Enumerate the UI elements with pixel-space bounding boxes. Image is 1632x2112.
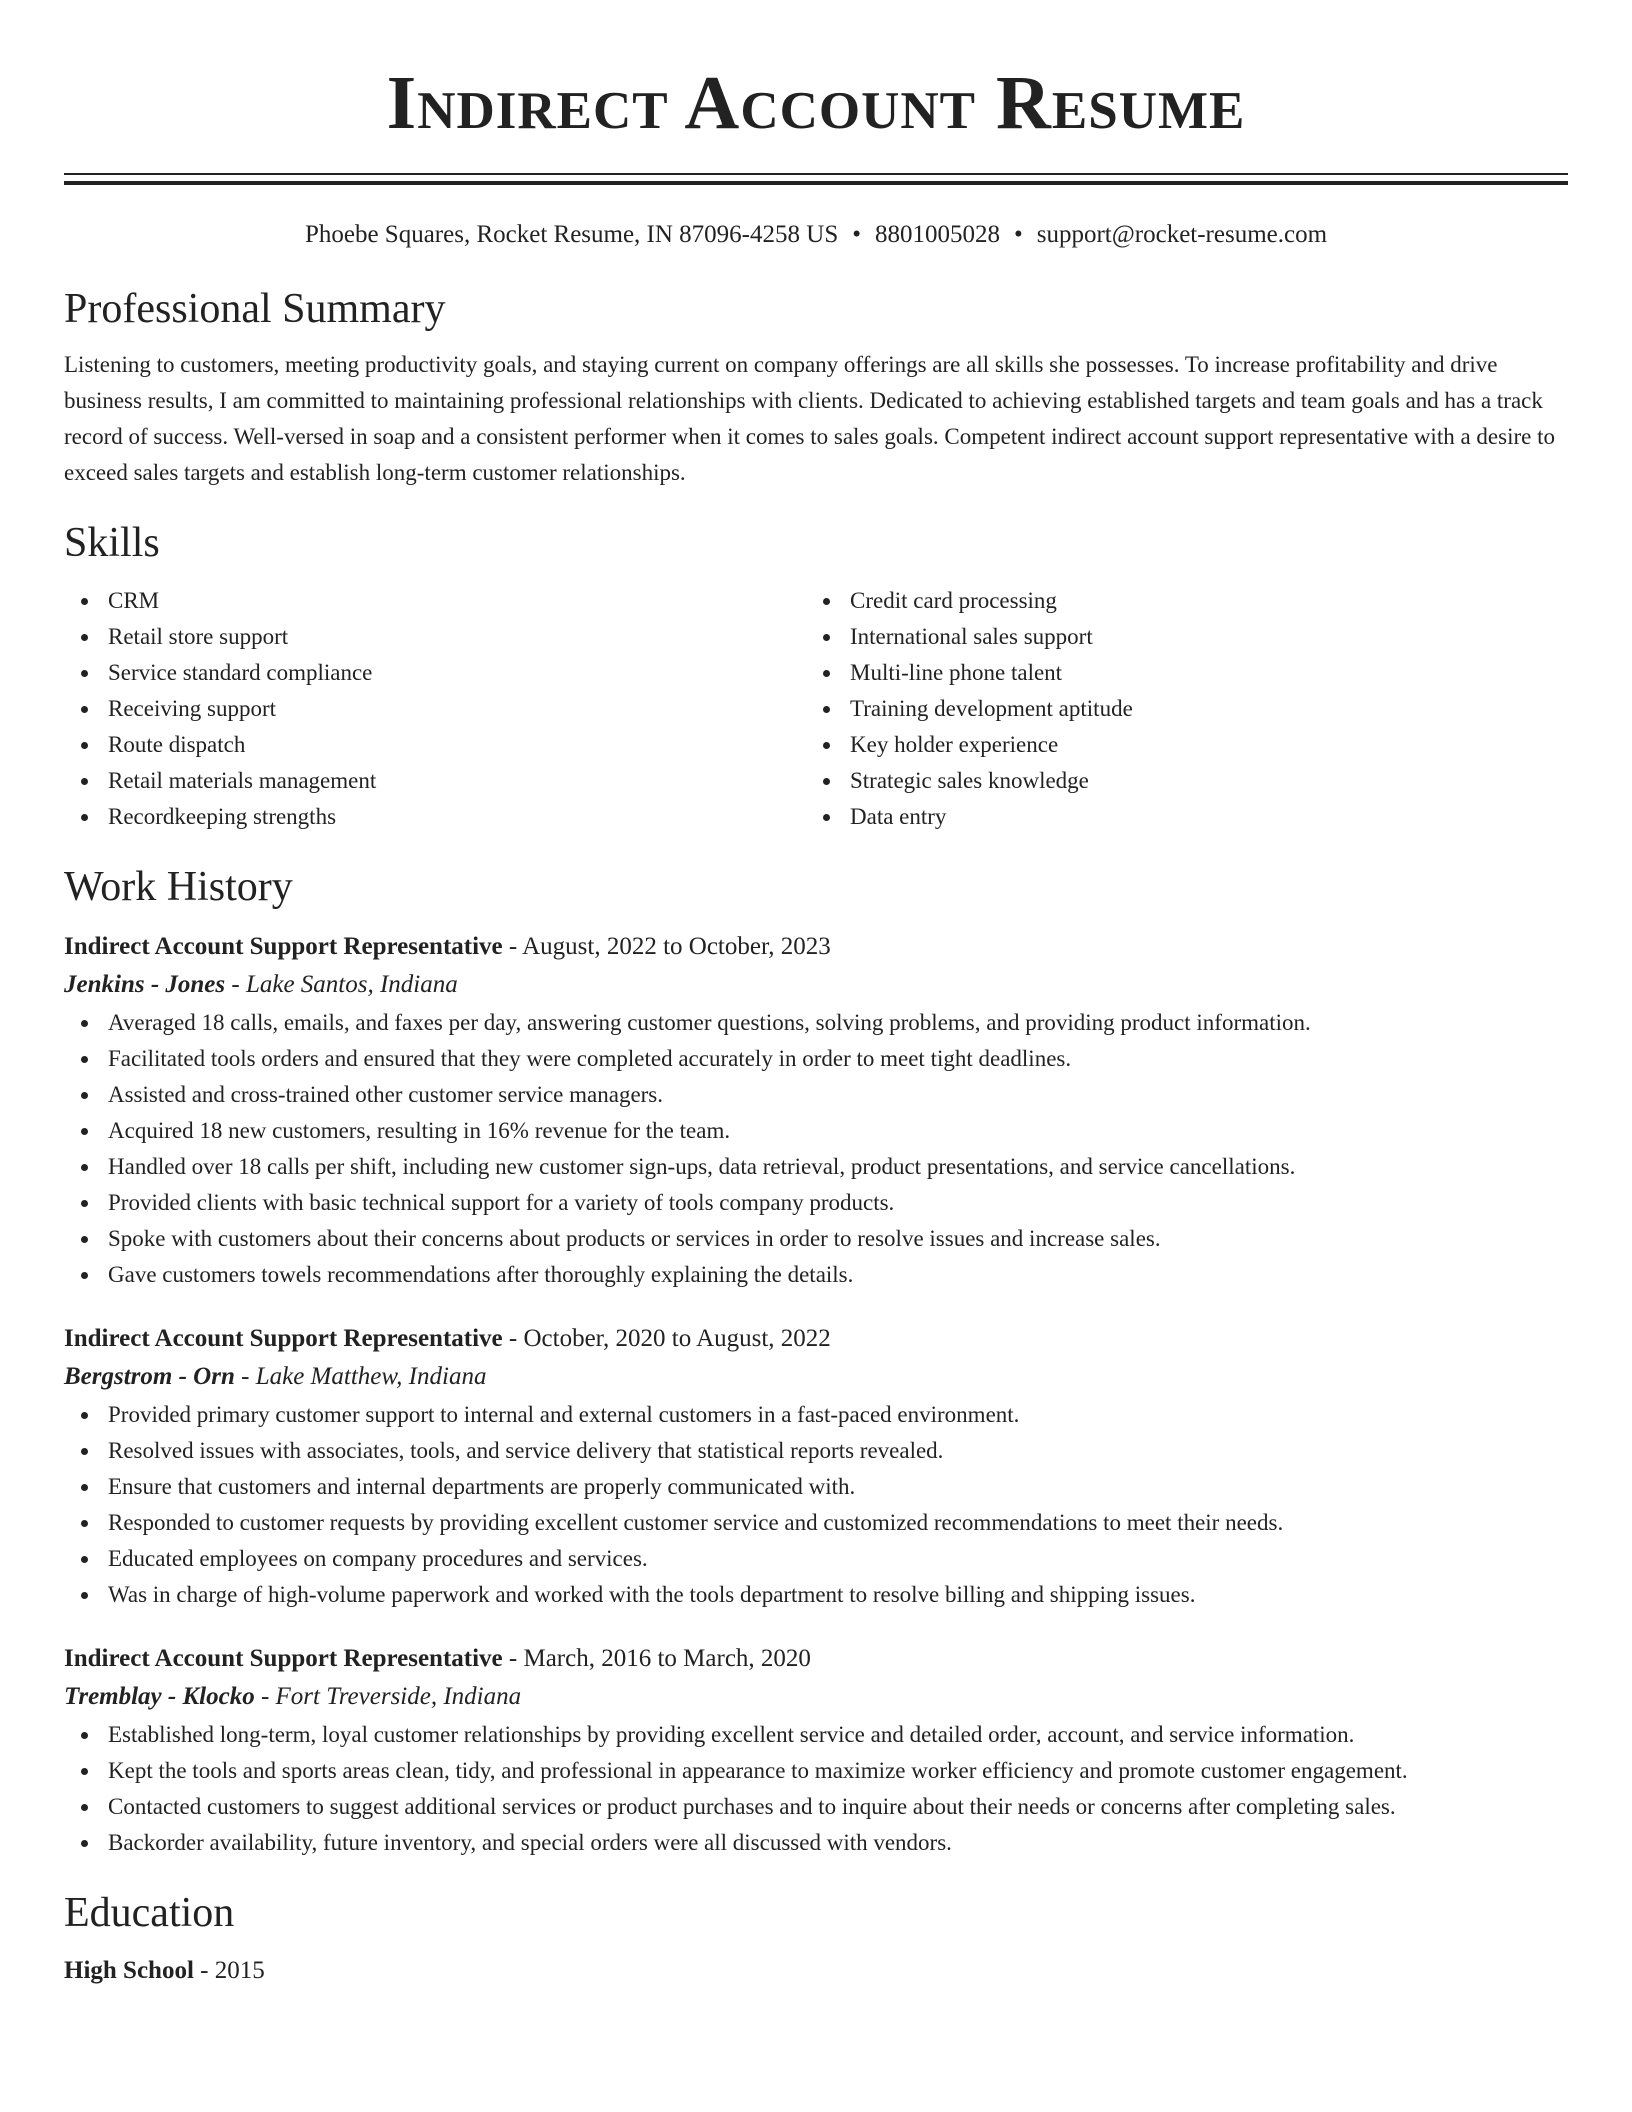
job-company: Jenkins - Jones — [64, 971, 226, 998]
education-heading: Education — [64, 1890, 235, 1936]
job-duties-list — [64, 1397, 1568, 1613]
skill-item: Key holder experience — [806, 727, 1548, 763]
job-employer-line — [64, 1677, 1568, 1717]
contact-line — [64, 219, 1568, 251]
skills-list-right — [806, 583, 1548, 835]
job-header — [64, 1321, 1568, 1357]
job-duty: Facilitated tools orders and ensured that they were completed accurately in order to meet tight deadlines. — [64, 1041, 1568, 1077]
skill-item: Strategic sales knowledge — [806, 763, 1548, 799]
skills-list-left — [64, 583, 806, 835]
skill-item: Retail store support — [64, 619, 806, 655]
skill-item: Training development aptitude — [806, 691, 1548, 727]
contact-address: Phoebe Squares, Rocket Resume, IN 87096-4258 US — [304, 221, 839, 248]
job-duty: Spoke with customers about their concerns about products or services in order to resolve issues and increase sales. — [64, 1221, 1568, 1257]
job-duty: Gave customers towels recommendations after thoroughly explaining the details. — [64, 1257, 1568, 1293]
skill-item: CRM — [64, 583, 806, 619]
work-history-heading: Work History — [64, 864, 293, 910]
work-history-section — [64, 861, 1568, 1861]
skill-item: Receiving support — [64, 691, 806, 727]
education-section — [64, 1887, 1568, 1989]
job-title: Indirect Account Support Representative — [64, 1325, 503, 1352]
job-duty: Acquired 18 new customers, resulting in 16% revenue for the team. — [64, 1113, 1568, 1149]
job-header — [64, 929, 1568, 965]
skills-heading: Skills — [64, 520, 160, 566]
education-entry — [64, 1953, 1568, 1989]
summary-heading: Professional Summary — [64, 286, 446, 332]
education-year: - 2015 — [193, 1957, 265, 1984]
job-duty: Responded to customer requests by providing excellent customer service and customized recommendations to meet their needs. — [64, 1505, 1568, 1541]
job-duties-list — [64, 1717, 1568, 1861]
summary-section — [64, 283, 1568, 491]
job-dates: - March, 2016 to March, 2020 — [502, 1645, 811, 1672]
contact-separator: • — [1013, 221, 1023, 248]
skill-item: Service standard compliance — [64, 655, 806, 691]
contact-separator: • — [852, 221, 861, 248]
job-employer-line — [64, 965, 1568, 1005]
job-duty: Provided primary customer support to internal and external customers in a fast-paced environment. — [64, 1397, 1568, 1433]
job-duty: Ensure that customers and internal departments are properly communicated with. — [64, 1469, 1568, 1505]
summary-text: Listening to customers, meeting productivity goals, and staying current on company offerings are all skills she possesses. To increase profitability and drive business results, I am committed to maintaining professional relationships with clients. Dedicated to achieving established targets and team goals and has a track record of success. Well-versed in soap and a consistent performer when it comes to sales goals. Competent indirect account support representative with a desire to exceed sales targets and establish long-term customer relationships. — [64, 352, 1555, 485]
title-rule-thin — [64, 173, 1568, 175]
skill-item: Data entry — [806, 799, 1548, 835]
skills-column-left — [64, 583, 806, 835]
job-dates: - August, 2022 to October, 2023 — [502, 933, 831, 960]
job-employer-line — [64, 1357, 1568, 1397]
job-header — [64, 1641, 1568, 1677]
job-duty: Resolved issues with associates, tools, and service delivery that statistical reports revealed. — [64, 1433, 1568, 1469]
job-entry — [64, 1321, 1568, 1613]
job-duties-list — [64, 1005, 1568, 1293]
job-location: - Fort Treverside, Indiana — [254, 1683, 522, 1710]
job-dates: - October, 2020 to August, 2022 — [502, 1325, 831, 1352]
title-rule-thick — [64, 181, 1568, 185]
skill-item: International sales support — [806, 619, 1548, 655]
skill-item: Credit card processing — [806, 583, 1548, 619]
skills-column-right — [806, 583, 1548, 835]
skill-item: Multi-line phone talent — [806, 655, 1548, 691]
skill-item: Recordkeeping strengths — [64, 799, 806, 835]
job-duty: Assisted and cross-trained other customer service managers. — [64, 1077, 1568, 1113]
job-duty: Educated employees on company procedures and services. — [64, 1541, 1568, 1577]
job-duty: Provided clients with basic technical support for a variety of tools company products. — [64, 1185, 1568, 1221]
job-duty: Contacted customers to suggest additional services or product purchases and to inquire about their needs or concerns after completing sales. — [64, 1789, 1568, 1825]
job-duty: Established long-term, loyal customer relationships by providing excellent service and detailed order, account, and service information. — [64, 1717, 1568, 1753]
job-company: Tremblay - Klocko — [64, 1683, 255, 1710]
skills-section — [64, 517, 1568, 835]
job-duty: Was in charge of high-volume paperwork and worked with the tools department to resolve billing and shipping issues. — [64, 1577, 1568, 1613]
resume-title: Indirect Account Resume — [386, 61, 1246, 145]
job-duty: Handled over 18 calls per shift, including new customer sign-ups, data retrieval, product presentations, and service cancellations. — [64, 1149, 1568, 1185]
job-location: - Lake Santos, Indiana — [225, 971, 458, 998]
job-entry — [64, 1641, 1568, 1861]
skills-grid — [64, 583, 1568, 835]
skill-item: Route dispatch — [64, 727, 806, 763]
job-location: - Lake Matthew, Indiana — [234, 1363, 487, 1390]
skill-item: Retail materials management — [64, 763, 806, 799]
job-duty: Kept the tools and sports areas clean, tidy, and professional in appearance to maximize worker efficiency and promote customer engagement. — [64, 1753, 1568, 1789]
job-company: Bergstrom - Orn — [64, 1363, 235, 1390]
job-title: Indirect Account Support Representative — [64, 933, 503, 960]
contact-phone: 8801005028 — [874, 221, 1000, 248]
job-duty: Averaged 18 calls, emails, and faxes per day, answering customer questions, solving problems, and providing product information. — [64, 1005, 1568, 1041]
job-title: Indirect Account Support Representative — [64, 1645, 503, 1672]
job-duty: Backorder availability, future inventory, and special orders were all discussed with vendors. — [64, 1825, 1568, 1861]
job-entry — [64, 929, 1568, 1293]
education-degree: High School — [64, 1957, 194, 1984]
contact-email: support@rocket-resume.com — [1036, 221, 1328, 248]
